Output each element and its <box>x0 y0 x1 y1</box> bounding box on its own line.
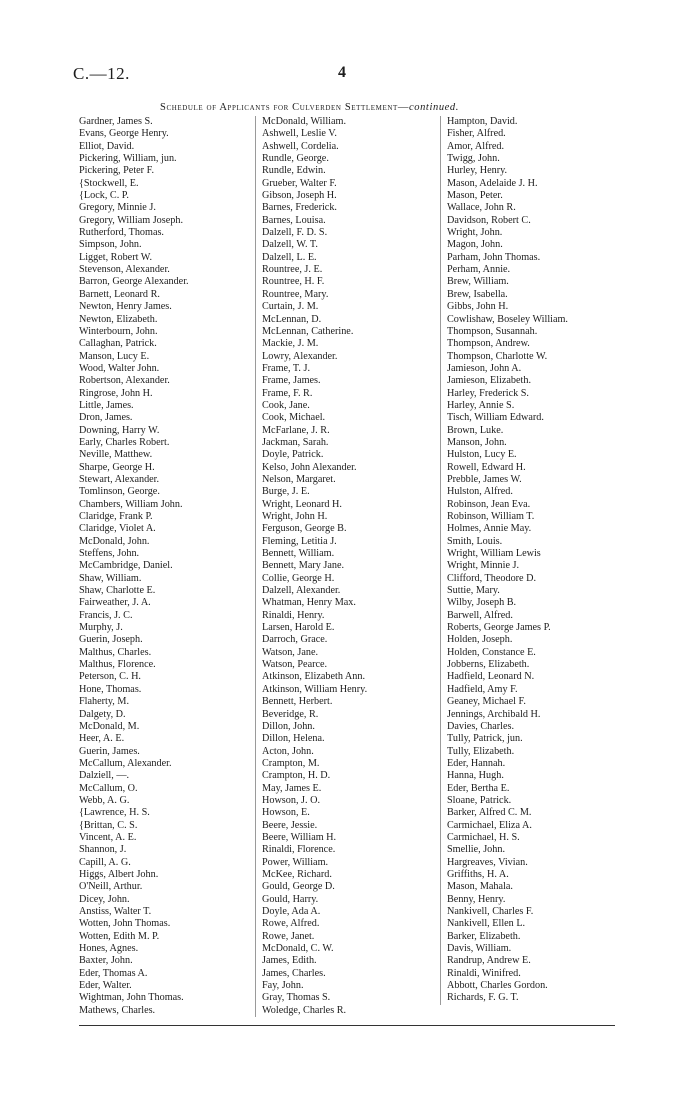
applicant-name: Harley, Annie S. <box>447 399 515 411</box>
applicant-name: Sloane, Patrick. <box>447 794 512 806</box>
applicant-name: Newton, Elizabeth. <box>79 313 158 325</box>
applicants-column-1 <box>79 116 189 1017</box>
applicant-name: McCallum, O. <box>79 782 138 794</box>
applicant-name: Jackman, Sarah. <box>262 436 329 448</box>
applicant-name: Rinaldi, Winifred. <box>447 967 521 979</box>
applicant-name: Elliot, David. <box>79 140 135 152</box>
applicant-name: Winterbourn, John. <box>79 325 158 337</box>
applicant-name: Rountree, H. F. <box>262 276 325 288</box>
applicant-name: Hampton, David. <box>447 116 518 127</box>
applicant-name: Hulston, Lucy E. <box>447 449 517 461</box>
schedule-title <box>160 102 459 113</box>
applicant-name: Eder, Hannah. <box>447 757 506 769</box>
applicant-name: Gibbs, John H. <box>447 301 509 313</box>
applicant-name: Shannon, J. <box>79 844 127 856</box>
applicant-name: Stevenson, Alexander. <box>79 264 170 276</box>
applicant-name: Malthus, Charles. <box>79 646 152 658</box>
applicant-name: Dalziell, —. <box>79 770 130 782</box>
applicant-name: Robinson, William T. <box>447 511 535 522</box>
applicant-name: Benny, Henry. <box>447 893 506 905</box>
applicant-name: Ashwell, Leslie V. <box>262 128 337 140</box>
applicant-name: Ligget, Robert W. <box>79 251 153 263</box>
applicant-name: Manson, Lucy E. <box>79 350 150 362</box>
applicant-name: Rountree, Mary. <box>262 288 329 300</box>
applicant-name: Little, James. <box>79 399 134 411</box>
applicant-name: Larsen, Harold E. <box>262 622 335 634</box>
applicant-name: Geaney, Michael F. <box>447 696 526 708</box>
applicant-name: Doyle, Patrick. <box>262 449 324 461</box>
applicant-name: {Brittan, C. S. <box>79 819 138 831</box>
applicant-name: Darroch, Grace. <box>262 634 328 646</box>
applicant-name: Ashwell, Cordelia. <box>262 140 339 152</box>
applicant-name: Dron, James. <box>79 412 133 424</box>
applicant-name: Dalzell, L. E. <box>262 251 317 263</box>
applicant-name: Magon, John. <box>447 239 503 251</box>
applicant-name: Hurley, Henry. <box>447 165 508 177</box>
applicant-name: Webb, A. G. <box>79 794 130 806</box>
applicant-name: Suttie, Mary. <box>447 585 500 597</box>
applicant-name: Watson, Pearce. <box>262 659 328 671</box>
applicant-name: McDonald, M. <box>79 720 140 732</box>
applicant-name: James, Charles. <box>262 967 326 979</box>
applicant-name: Dalgety, D. <box>79 708 126 720</box>
applicant-name: Barker, Elizabeth. <box>447 930 521 942</box>
applicant-name: Lowry, Alexander. <box>262 350 338 362</box>
applicant-name: Nankivell, Charles F. <box>447 906 534 917</box>
applicant-name: Downing, Harry W. <box>79 424 160 436</box>
applicant-name: Barwell, Alfred. <box>447 609 513 621</box>
applicant-name: Holden, Constance E. <box>447 646 536 658</box>
applicant-name: Dillon, John. <box>262 720 315 732</box>
applicant-name: Collie, George H. <box>262 572 335 584</box>
page-number: 4 <box>338 64 346 81</box>
applicant-name: Wright, Minnie J. <box>447 560 520 572</box>
applicant-name: Kelso, John Alexander. <box>262 461 357 473</box>
applicant-name: {Lock, C. P. <box>79 190 129 202</box>
applicant-name: Davies, Charles. <box>447 720 515 732</box>
applicant-name: Early, Charles Robert. <box>79 436 170 448</box>
applicant-name: Thompson, Charlotte W. <box>447 350 548 362</box>
applicant-name: Jennings, Archibald H. <box>447 708 541 720</box>
applicant-name: Doyle, Ada A. <box>262 906 321 917</box>
applicants-column-2 <box>255 116 367 1017</box>
applicant-name: Nankivell, Ellen L. <box>447 918 526 930</box>
applicant-name: Newton, Henry James. <box>79 301 172 313</box>
applicant-name: Wright, John H. <box>262 511 328 522</box>
applicant-name: Gould, George D. <box>262 881 335 893</box>
applicant-name: Rundle, Edwin. <box>262 165 326 177</box>
applicant-name: Barnes, Frederick. <box>262 202 337 214</box>
applicant-name: Murphy, J. <box>79 622 123 634</box>
applicant-name: Stewart, Alexander. <box>79 473 160 485</box>
applicant-name: Roberts, George James P. <box>447 622 551 634</box>
applicant-name: Davidson, Robert C. <box>447 214 531 226</box>
applicant-name: McLennan, Catherine. <box>262 325 354 337</box>
applicant-name: Claridge, Violet A. <box>79 523 156 535</box>
applicant-name: Dicey, John. <box>79 893 130 905</box>
applicant-name: Flaherty, M. <box>79 696 129 708</box>
applicant-name: Harley, Frederick S. <box>447 387 529 399</box>
applicant-name: Richards, F. G. T. <box>447 992 519 1004</box>
applicant-name: Pickering, William, jun. <box>79 153 177 165</box>
applicant-name: Atkinson, William Henry. <box>262 683 368 695</box>
applicant-name: Randrup, Andrew E. <box>447 955 531 967</box>
applicant-name: Gregory, William Joseph. <box>79 214 183 226</box>
applicant-name: Pickering, Peter F. <box>79 165 155 177</box>
applicant-name: Hulston, Alfred. <box>447 486 513 498</box>
applicant-name: Peterson, C. H. <box>79 671 141 683</box>
applicant-name: Curtain, J. M. <box>262 301 319 313</box>
applicant-name: Cowlishaw, Boseley William. <box>447 313 568 325</box>
applicant-name: Evans, George Henry. <box>79 128 169 140</box>
applicant-name: Rundle, George. <box>262 153 329 165</box>
applicant-name: Thompson, Andrew. <box>447 338 530 350</box>
applicant-name: Frame, T. J. <box>262 362 311 374</box>
applicant-name: Carmichael, Eliza A. <box>447 819 532 831</box>
applicant-name: Mason, Peter. <box>447 190 503 202</box>
applicant-name: Tully, Elizabeth. <box>447 745 515 757</box>
applicant-name: McDonald, C. W. <box>262 943 334 955</box>
applicant-name: Hargreaves, Vivian. <box>447 856 528 868</box>
applicant-name: Eder, Thomas A. <box>79 967 148 979</box>
applicant-name: Wightman, John Thomas. <box>79 992 184 1004</box>
applicant-name: Callaghan, Patrick. <box>79 338 157 350</box>
applicant-name: Gould, Harry. <box>262 893 319 905</box>
applicant-name: Frame, James. <box>262 375 321 387</box>
applicant-name: Tully, Patrick, jun. <box>447 733 523 745</box>
applicant-name: Barron, George Alexander. <box>79 276 189 288</box>
applicant-name: Shaw, Charlotte E. <box>79 585 156 597</box>
applicant-name: Robinson, Jean Eva. <box>447 498 531 510</box>
applicant-name: Dillon, Helena. <box>262 733 325 745</box>
applicant-name: Mathews, Charles. <box>79 1004 156 1016</box>
applicant-name: Dalzell, Alexander. <box>262 585 341 597</box>
applicant-name: Holden, Joseph. <box>447 634 513 646</box>
applicant-name: Griffiths, H. A. <box>447 868 509 880</box>
applicant-name: Carmichael, H. S. <box>447 831 520 843</box>
applicant-name: Crampton, M. <box>262 757 320 769</box>
applicant-name: Dalzell, F. D. S. <box>262 227 328 239</box>
applicant-name: Grueber, Walter F. <box>262 177 337 189</box>
document-reference: C.—12. <box>73 64 130 83</box>
applicant-name: Fairweather, J. A. <box>79 597 151 609</box>
applicant-name: Wright, William Lewis <box>447 548 541 560</box>
applicant-name: Rowe, Alfred. <box>262 918 320 930</box>
applicant-name: Beere, Jessie. <box>262 819 318 831</box>
applicant-name: Wright, Leonard H. <box>262 498 342 510</box>
applicant-name: Tisch, William Edward. <box>447 412 544 424</box>
applicant-name: Gregory, Minnie J. <box>79 202 156 214</box>
applicant-name: Hone, Thomas. <box>79 683 142 695</box>
applicant-name: Dalzell, W. T. <box>262 239 318 251</box>
applicant-name: Parham, John Thomas. <box>447 251 541 263</box>
applicant-name: Cook, Michael. <box>262 412 326 424</box>
applicant-name: Wotten, Edith M. P. <box>79 930 160 942</box>
applicant-name: Mackie, J. M. <box>262 338 319 350</box>
applicants-column-3 <box>440 116 568 1005</box>
applicant-name: Brew, Isabella. <box>447 288 508 300</box>
applicant-name: Vincent, A. E. <box>79 831 137 843</box>
applicant-name: Davis, William. <box>447 943 512 955</box>
applicant-name: Fay, John. <box>262 980 304 992</box>
applicant-name: Perham, Annie. <box>447 264 511 276</box>
applicant-name: Anstiss, Walter T. <box>79 906 152 917</box>
applicant-name: Burge, J. E. <box>262 486 310 498</box>
applicant-name: McDonald, William. <box>262 116 347 127</box>
applicant-name: Ringrose, John H. <box>79 387 153 399</box>
applicant-name: Wright, John. <box>447 227 503 239</box>
applicant-name: Watson, Jane. <box>262 646 319 658</box>
applicant-name: Beere, William H. <box>262 831 337 843</box>
applicant-name: Frame, F. R. <box>262 387 313 399</box>
applicant-name: Jamieson, Elizabeth. <box>447 375 532 387</box>
applicant-name: O'Neill, Arthur. <box>79 881 143 893</box>
applicant-name: Atkinson, Elizabeth Ann. <box>262 671 365 683</box>
applicant-name: Francis, J. C. <box>79 609 133 621</box>
applicant-name: Shaw, William. <box>79 572 142 584</box>
applicant-name: Wotten, John Thomas. <box>79 918 171 930</box>
applicant-name: McLennan, D. <box>262 313 322 325</box>
applicant-name: Holmes, Annie May. <box>447 523 532 535</box>
applicant-name: Amor, Alfred. <box>447 140 505 152</box>
applicant-name: McCallum, Alexander. <box>79 757 172 769</box>
applicant-name: Bennett, Herbert. <box>262 696 333 708</box>
applicant-name: Hanna, Hugh. <box>447 770 504 782</box>
applicant-name: Beveridge, R. <box>262 708 319 720</box>
applicant-name: Wood, Walter John. <box>79 362 160 374</box>
applicant-name: Prebble, James W. <box>447 473 522 485</box>
applicant-name: Smith, Louis. <box>447 535 503 547</box>
applicant-name: Higgs, Albert John. <box>79 868 159 880</box>
applicant-name: Barnett, Leonard R. <box>79 288 160 300</box>
applicant-name: Smellie, John. <box>447 844 506 856</box>
applicant-name: Neville, Matthew. <box>79 449 153 461</box>
applicant-name: Eder, Bertha E. <box>447 782 510 794</box>
applicant-name: Guerin, James. <box>79 745 140 757</box>
applicant-name: Hones, Agnes. <box>79 943 139 955</box>
applicant-name: Nelson, Margaret. <box>262 473 336 485</box>
applicant-name: Woledge, Charles R. <box>262 1004 347 1016</box>
applicant-name: Malthus, Florence. <box>79 659 156 671</box>
applicant-name: Heer, A. E. <box>79 733 125 745</box>
applicant-name: Tomlinson, George. <box>79 486 160 498</box>
applicant-name: Rutherford, Thomas. <box>79 227 164 239</box>
applicant-name: Gardner, James S. <box>79 116 153 127</box>
applicant-name: {Stockwell, E. <box>79 177 139 189</box>
applicant-name: Baxter, John. <box>79 955 133 967</box>
applicant-name: Mason, Mahala. <box>447 881 513 893</box>
applicant-name: Fleming, Letitia J. <box>262 535 337 547</box>
applicant-name: McCambridge, Daniel. <box>79 560 173 572</box>
applicant-name: Clifford, Theodore D. <box>447 572 537 584</box>
applicant-name: Power, William. <box>262 856 329 868</box>
applicant-name: Sharpe, George H. <box>79 461 155 473</box>
applicant-name: Bennett, Mary Jane. <box>262 560 345 572</box>
applicant-name: Howson, J. O. <box>262 794 321 806</box>
applicant-name: Wilby, Joseph B. <box>447 597 517 609</box>
applicant-name: {Lawrence, H. S. <box>79 807 150 819</box>
applicant-name: Mason, Adelaide J. H. <box>447 177 538 189</box>
applicant-name: Brown, Luke. <box>447 424 504 436</box>
applicant-name: Rowe, Janet. <box>262 930 315 942</box>
applicant-name: McFarlane, J. R. <box>262 424 330 436</box>
applicant-name: Barker, Alfred C. M. <box>447 807 532 819</box>
applicant-name: Chambers, William John. <box>79 498 183 510</box>
applicant-name: Rinaldi, Henry. <box>262 609 325 621</box>
applicant-name: Abbott, Charles Gordon. <box>447 980 548 992</box>
applicant-name: Hadfield, Leonard N. <box>447 671 535 683</box>
applicant-name: McDonald, John. <box>79 535 150 547</box>
applicant-name: May, James E. <box>262 782 322 794</box>
applicant-name: Gibson, Joseph H. <box>262 190 337 202</box>
schedule-title-continued: continued. <box>408 102 459 113</box>
applicant-name: Rinaldi, Florence. <box>262 844 336 856</box>
page-header <box>73 64 610 88</box>
applicant-name: Ferguson, George B. <box>262 523 347 535</box>
applicant-name: McKee, Richard. <box>262 868 332 880</box>
applicant-name: Gray, Thomas S. <box>262 992 331 1004</box>
footer-rule <box>79 1025 615 1026</box>
applicant-name: Twigg, John. <box>447 153 500 165</box>
applicant-name: Simpson, John. <box>79 239 142 251</box>
applicant-name: Bennett, William. <box>262 548 335 560</box>
schedule-title-main: Schedule of Applicants for Culverden Settlement— <box>160 102 409 113</box>
applicant-name: James, Edith. <box>262 955 317 967</box>
applicant-name: Brew, William. <box>447 276 509 288</box>
applicant-name: Steffens, John. <box>79 548 140 560</box>
applicant-name: Barnes, Louisa. <box>262 214 326 226</box>
applicant-name: Howson, E. <box>262 807 310 819</box>
applicant-name: Whatman, Henry Max. <box>262 597 356 609</box>
applicant-name: Rowell, Edward H. <box>447 461 526 473</box>
applicant-name: Robertson, Alexander. <box>79 375 170 387</box>
applicant-name: Fisher, Alfred. <box>447 128 506 140</box>
applicant-name: Thompson, Susannah. <box>447 325 538 337</box>
applicant-name: Jobberns, Elizabeth. <box>447 659 530 671</box>
applicant-name: Wallace, John R. <box>447 202 516 214</box>
applicant-name: Claridge, Frank P. <box>79 511 153 522</box>
applicant-name: Eder, Walter. <box>79 980 132 992</box>
applicant-name: Cook, Jane. <box>262 399 310 411</box>
applicant-name: Guerin, Joseph. <box>79 634 143 646</box>
applicant-name: Hadfield, Amy F. <box>447 683 518 695</box>
applicant-name: Capill, A. G. <box>79 856 131 868</box>
applicant-name: Acton, John. <box>262 745 314 757</box>
applicant-name: Manson, John. <box>447 436 507 448</box>
applicant-name: Jamieson, John A. <box>447 362 522 374</box>
applicant-name: Rountree, J. E. <box>262 264 323 276</box>
applicant-name: Crampton, H. D. <box>262 770 331 782</box>
